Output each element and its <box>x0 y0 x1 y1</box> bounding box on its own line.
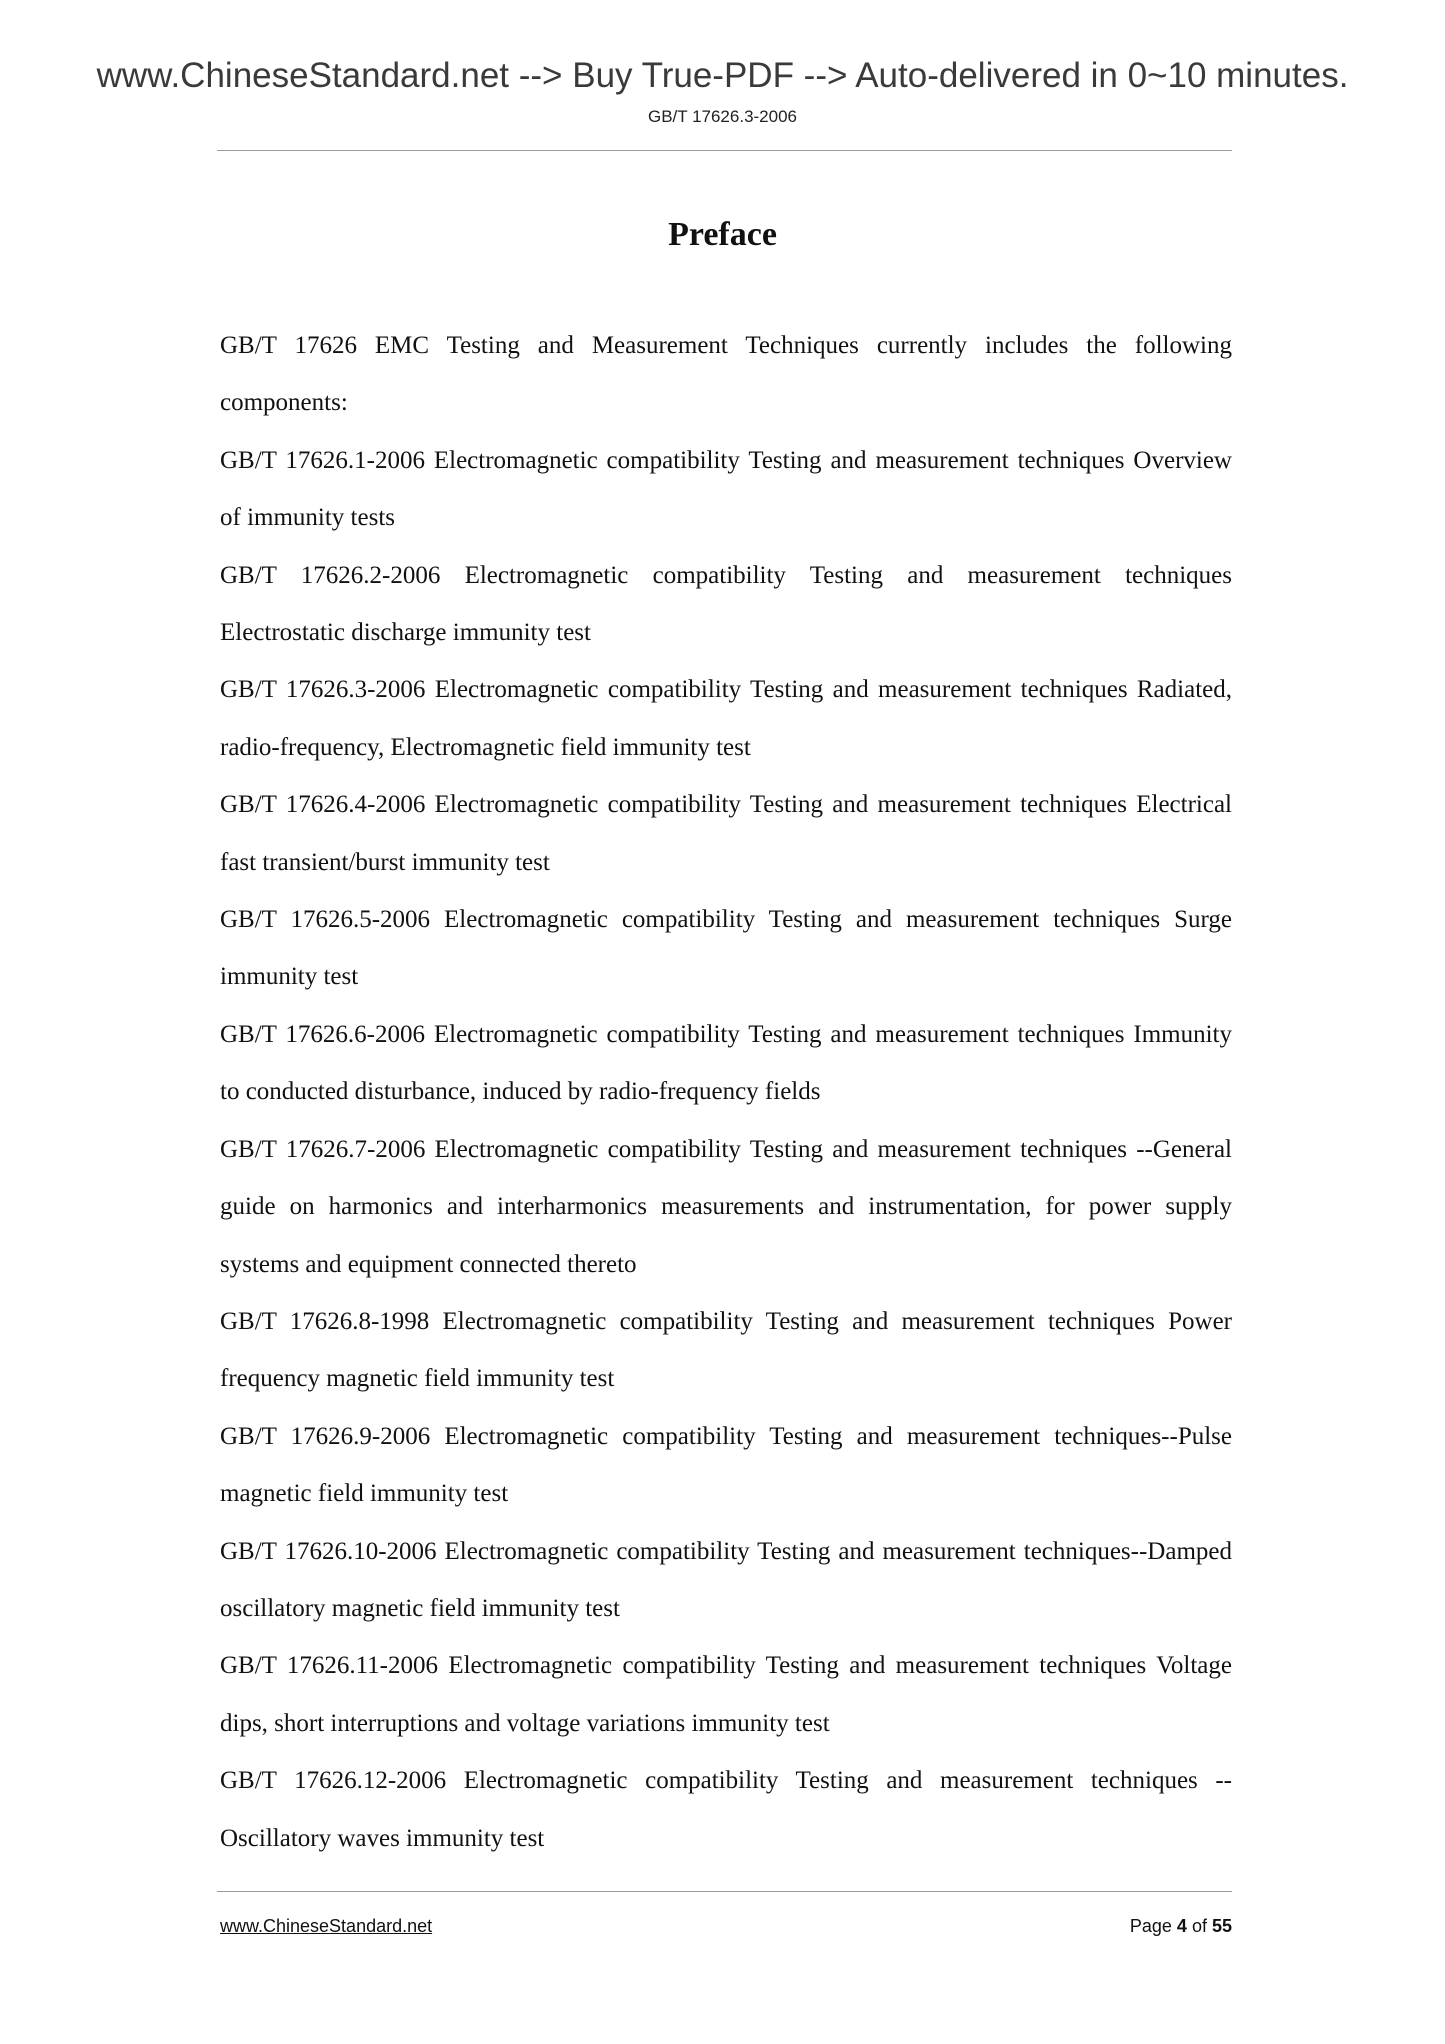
list-item: GB/T 17626.7-2006 Electromagnetic compatibility Testing and measurement techniques --General guide on harmonics and interharmonics measurements and instrumentation, for power supply systems and equipment connected thereto <box>220 1135 1232 1278</box>
list-item: GB/T 17626.4-2006 Electromagnetic compatibility Testing and measurement techniques Electrical fast transient/burst immunity test <box>220 791 1232 876</box>
page-of: of <box>1191 1916 1207 1936</box>
list-item: GB/T 17626.9-2006 Electromagnetic compatibility Testing and measurement techniques--Pulse magnetic field immunity test <box>220 1422 1232 1508</box>
preface-body <box>220 317 1232 1867</box>
list-item: GB/T 17626.11-2006 Electromagnetic compatibility Testing and measurement techniques Voltage dips, short interruptions and voltage variations immunity test <box>220 1652 1232 1737</box>
footer-website-link[interactable]: www.ChineseStandard.net <box>220 1916 433 1936</box>
list-item: GB/T 17626.10-2006 Electromagnetic compatibility Testing and measurement techniques--Damped oscillatory magnetic field immunity test <box>220 1537 1232 1622</box>
page-current: 4 <box>1176 1916 1187 1936</box>
footer-divider <box>217 1891 1232 1892</box>
page-number <box>1130 1915 1232 1937</box>
list-item: GB/T 17626.2-2006 Electromagnetic compatibility Testing and measurement techniques Electrostatic discharge immunity test <box>220 561 1232 647</box>
top-banner[interactable]: www.ChineseStandard.net --> Buy True-PDF --> Auto-delivered in 0~10 minutes. <box>96 56 1349 95</box>
intro-paragraph: GB/T 17626 EMC Testing and Measurement Techniques currently includes the following components: <box>220 332 1232 417</box>
list-item: GB/T 17626.3-2006 Electromagnetic compatibility Testing and measurement techniques Radiated, radio-frequency, Electromagnetic field immunity test <box>220 676 1232 761</box>
page-total: 55 <box>1211 1916 1232 1936</box>
header-divider <box>217 150 1232 151</box>
header-doc-code: GB/T 17626.3-2006 <box>647 107 797 126</box>
list-item: GB/T 17626.6-2006 Electromagnetic compatibility Testing and measurement techniques Immunity to conducted disturbance, induced by radio-frequency fields <box>220 1020 1232 1106</box>
list-item: GB/T 17626.8-1998 Electromagnetic compatibility Testing and measurement techniques Power frequency magnetic field immunity test <box>220 1307 1232 1393</box>
page-title: Preface <box>668 216 777 253</box>
list-item: GB/T 17626.12-2006 Electromagnetic compatibility Testing and measurement techniques --Oscillatory waves immunity test <box>220 1767 1232 1852</box>
page-label: Page <box>1129 1916 1172 1936</box>
list-item: GB/T 17626.5-2006 Electromagnetic compatibility Testing and measurement techniques Surge immunity test <box>220 906 1232 991</box>
list-item: GB/T 17626.1-2006 Electromagnetic compatibility Testing and measurement techniques Overview of immunity tests <box>220 446 1232 532</box>
